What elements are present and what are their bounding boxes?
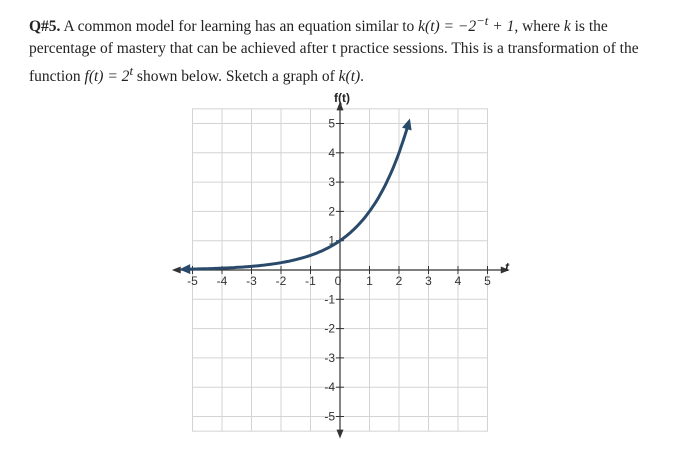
x-tick-label: -4 xyxy=(216,274,228,288)
y-tick-label: 1 xyxy=(328,233,335,248)
y-tick-label: -2 xyxy=(324,321,335,336)
x-tick-label: -2 xyxy=(275,274,287,288)
x-tick-label: 5 xyxy=(484,274,491,288)
axes xyxy=(172,102,510,439)
question-text-part3: is the percentage of mastery that can be achieved after t practice sessions. This is a transformation of the function xyxy=(29,18,639,86)
curve-layer xyxy=(179,116,411,275)
curve-arrow-right xyxy=(402,119,412,131)
variable-k: k xyxy=(563,18,571,36)
y-axis-arrow-down xyxy=(337,430,344,439)
y-tick-label: 4 xyxy=(328,145,335,160)
x-axis-title: t xyxy=(505,260,509,274)
y-tick-label: 2 xyxy=(328,204,335,219)
question-text-part4: shown below. Sketch a graph of xyxy=(133,68,339,86)
x-axis-arrow-left xyxy=(172,267,181,274)
x-tick-label: 1 xyxy=(366,274,373,288)
question-text-part2: , where xyxy=(514,18,564,36)
question-text-part5: . xyxy=(360,68,365,86)
x-tick-label: 3 xyxy=(425,274,432,288)
x-tick-label: -3 xyxy=(246,274,257,288)
x-tick-label: 2 xyxy=(395,274,403,288)
equation-f: $f(t) = 2^t$ xyxy=(84,63,134,86)
equation-k-ref: k(t) xyxy=(338,68,361,86)
y-tick-label: -3 xyxy=(324,350,335,365)
y-tick-label: -1 xyxy=(324,292,335,307)
x-tick-label: -5 xyxy=(187,274,198,288)
x-tick-label: 0 xyxy=(334,274,342,288)
y-axis-title: f(t) xyxy=(334,91,350,105)
x-tick-label: 4 xyxy=(454,274,462,288)
exponential-curve xyxy=(184,124,409,270)
curve-arrow-left xyxy=(179,264,190,274)
question-number: Q#5. xyxy=(29,18,61,36)
y-tick-label: 5 xyxy=(328,116,335,131)
equation-k: $k(t) = -2^{-t} + 1$ xyxy=(418,13,515,36)
y-tick-label: -5 xyxy=(324,409,335,424)
y-tick-label: -4 xyxy=(324,380,335,395)
x-tick-label: -1 xyxy=(305,274,316,288)
y-tick-label: 3 xyxy=(328,175,335,190)
question-text-part1: A common model for learning has an equation similar to xyxy=(60,18,419,36)
